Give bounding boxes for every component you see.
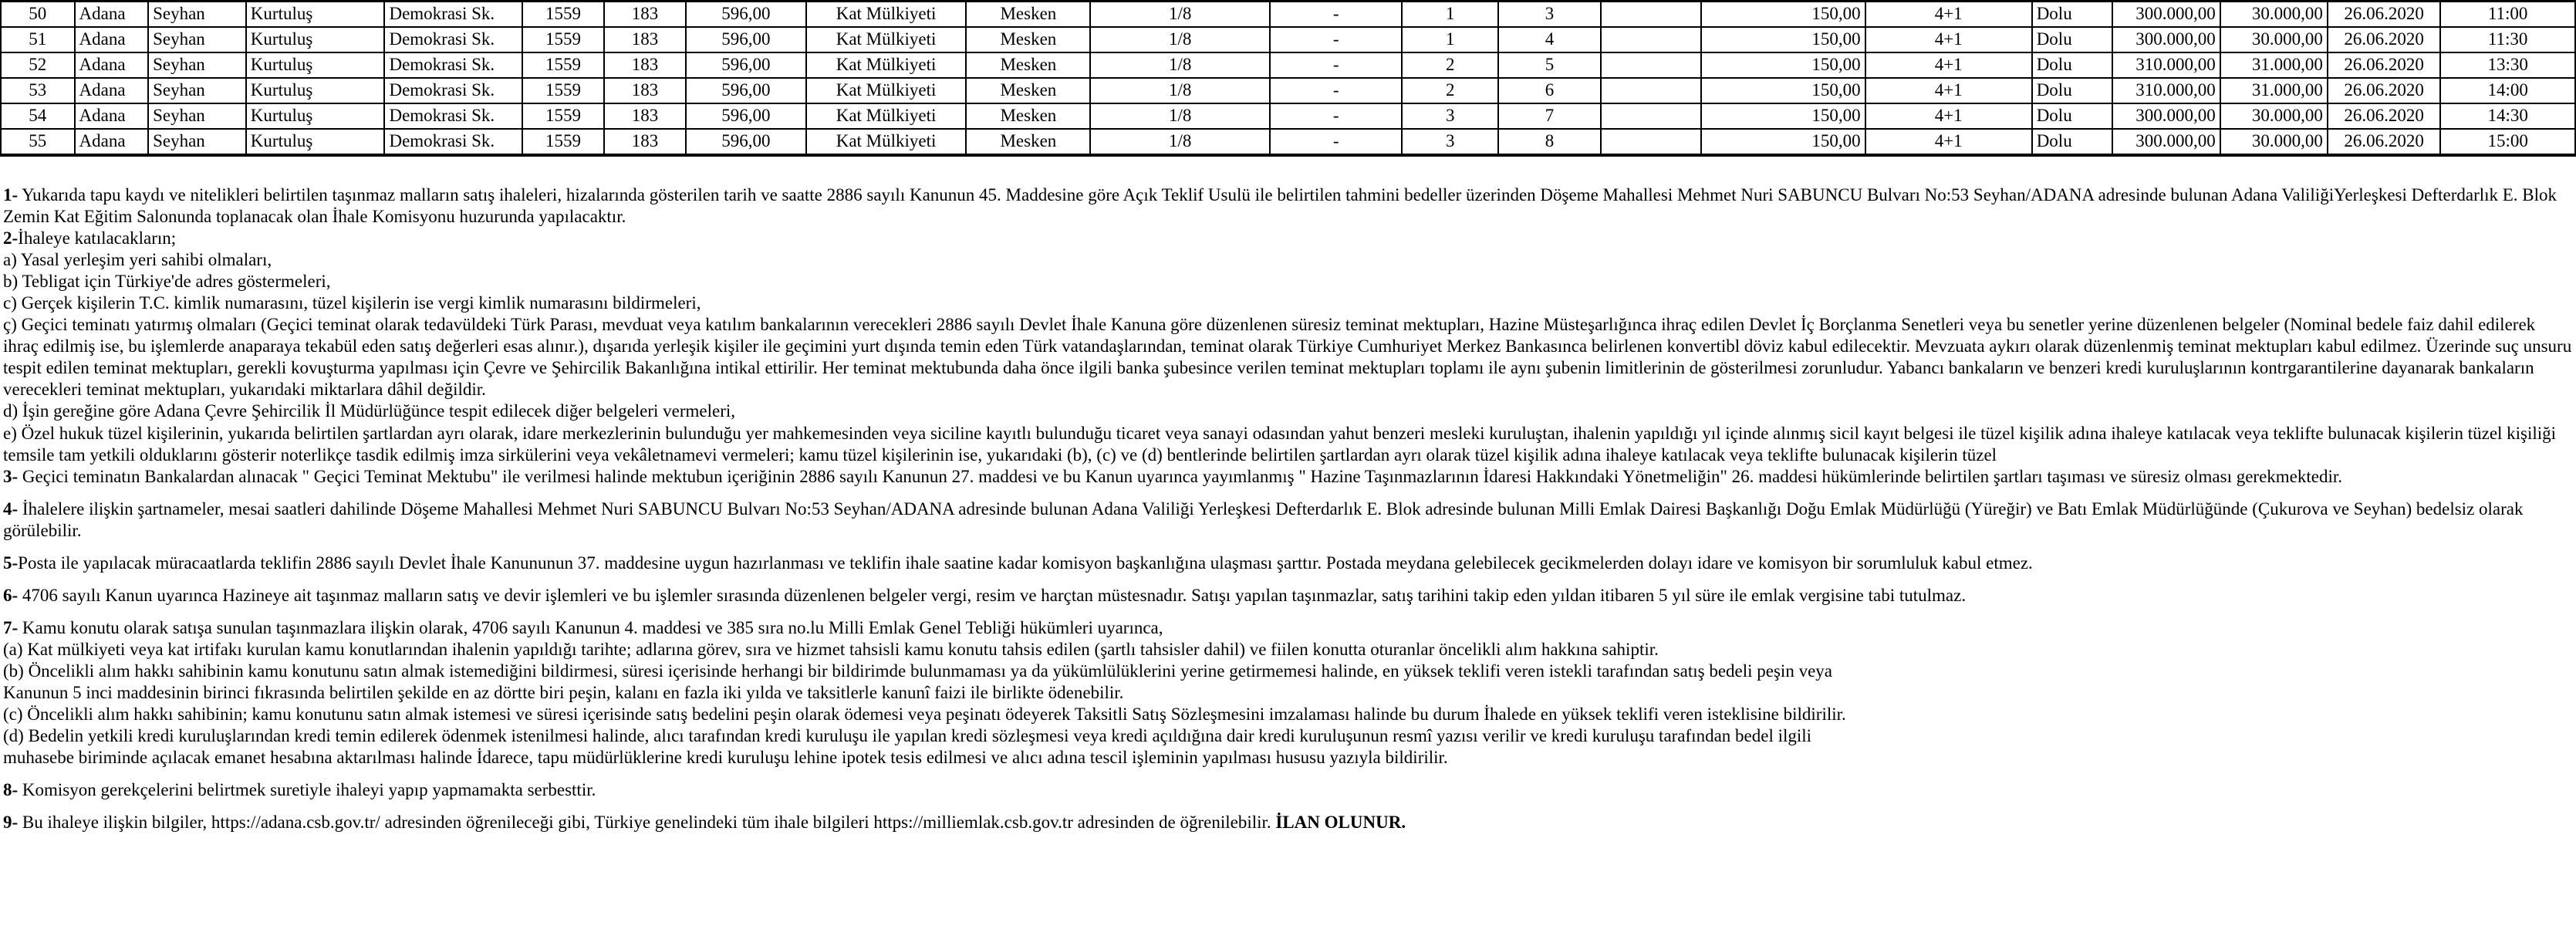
table-cell: 26.06.2020 [2328,52,2440,78]
table-cell: 26.06.2020 [2328,27,2440,52]
note-6: 6- 4706 sayılı Kanun uyarınca Hazineye ait taşınmaz malların satış ve devir işlemleri ve bu işlemler sırasında düzenlenen belgeler vergi, resim ve harçtan müstesnadır. Satışı yapılan taşınmazlar, satış tarihini takip eden yıldan itibaren 5 yıl süre ile emlak vergisine tabi tutulmaz. [3,585,1967,605]
table-cell: 596,00 [686,103,806,129]
table-cell: - [1270,129,1402,155]
note-7-b-2: Kanunun 5 inci maddesinin birinci fıkrasında belirtilen şekilde en az dörtte biri peşin, kalanı en fazla iki yılda ve taksitlerle kanunî faizi ile birlikte ödenebilir. [3,682,1124,702]
table-cell: 30.000,00 [2220,103,2328,129]
table-cell: 150,00 [1701,129,1865,155]
table-cell: Kat Mülkiyeti [806,103,967,129]
table-cell: 1/8 [1090,2,1270,28]
table-cell: 1/8 [1090,52,1270,78]
table-cell: 31.000,00 [2220,52,2328,78]
table-cell: 1559 [522,52,604,78]
table-cell: 4+1 [1865,78,2032,103]
table-cell: 14:30 [2440,103,2575,129]
table-cell: Dolu [2032,129,2112,155]
table-cell: 1 [1402,2,1498,28]
table-cell: 26.06.2020 [2328,78,2440,103]
table-cell: 183 [604,52,686,78]
table-cell: Kat Mülkiyeti [806,129,967,155]
table-cell: Demokrasi Sk. [384,78,522,103]
table-cell: 596,00 [686,2,806,28]
table-cell: 50 [1,2,75,28]
table-body [1,2,2575,156]
table-cell: 1559 [522,129,604,155]
table-cell: 2 [1402,78,1498,103]
table-cell [1601,2,1701,28]
note-4: 4- İhalelere ilişkin şartnameler, mesai saatleri dahilinde Döşeme Mahallesi Mehmet Nuri SABUNCU Bulvarı No:53 Seyhan/ADANA adresinde bulunan Adana Valiliği Yerleşkesi Defterdarlık E. Blok adresinde bulunan Milli Emlak Dairesi Başkanlığı Doğu Emlak Müdürlüğü (Yüreğir) ve Batı Emlak Müdürlüğünde (Çukurova ve Seyhan) bedelsiz olarak görülebilir. [3,498,2524,540]
table-cell: 596,00 [686,52,806,78]
table-cell: 596,00 [686,129,806,155]
note-7-a: (a) Kat mülkiyeti veya kat irtifakı kurulan kamu konutlarından ihalenin yapıldığı tarihte; adlarına görev, sıra ve hizmet tahsisli kamu konutu tahsis edilen (şartlı tahsisler dahil) ve fiilen konutta oturanlar öncelikli alım hakkına sahiptir. [3,639,1659,659]
table-cell: Kat Mülkiyeti [806,2,967,28]
table-cell: - [1270,103,1402,129]
table-cell: - [1270,78,1402,103]
table-cell: Mesken [966,103,1090,129]
note-7: 7- Kamu konutu olarak satışa sunulan taşınmazlara ilişkin olarak, 4706 sayılı Kanunun 4. maddesi ve 385 sıra no.lu Milli Emlak Genel Tebliği hükümleri uyarınca, [3,617,1163,637]
table-cell: Seyhan [148,103,246,129]
table-cell: Mesken [966,27,1090,52]
table-cell: 11:00 [2440,2,2575,28]
table-cell: Adana [75,27,149,52]
table-cell: Adana [75,129,149,155]
table-cell: 150,00 [1701,52,1865,78]
table-cell: Dolu [2032,78,2112,103]
note-2-b: b) Tebligat için Türkiye'de adres göstermeleri, [3,272,331,292]
table-cell: Adana [75,2,149,28]
table-cell: 1 [1402,27,1498,52]
table-cell [1601,129,1701,155]
table-cell: Kurtuluş [246,2,385,28]
table-cell: 15:00 [2440,129,2575,155]
table-cell: 31.000,00 [2220,78,2328,103]
table-cell: 26.06.2020 [2328,129,2440,155]
table-cell: 7 [1498,103,1601,129]
table-cell: Kurtuluş [246,129,385,155]
table-cell: 183 [604,129,686,155]
table-cell: 1/8 [1090,78,1270,103]
table-cell [1601,103,1701,129]
table-cell: 13:30 [2440,52,2575,78]
table-cell: Kurtuluş [246,27,385,52]
note-2: 2-İhaleye katılacakların; [3,228,177,248]
table-cell: 3 [1498,2,1601,28]
table-cell: 1559 [522,2,604,28]
table-cell: Dolu [2032,103,2112,129]
table-cell: Seyhan [148,129,246,155]
table-cell: 596,00 [686,78,806,103]
table-cell: Seyhan [148,2,246,28]
note-2-a: a) Yasal yerleşim yeri sahibi olmaları, [3,250,272,270]
table-row [1,2,2575,28]
table-row [1,103,2575,129]
table-cell: Seyhan [148,78,246,103]
table-cell: Adana [75,78,149,103]
table-cell: Kurtuluş [246,78,385,103]
table-cell: 30.000,00 [2220,129,2328,155]
table-cell: Adana [75,52,149,78]
table-cell: Kurtuluş [246,52,385,78]
table-cell: Dolu [2032,27,2112,52]
table-cell: 52 [1,52,75,78]
table-cell: 150,00 [1701,78,1865,103]
table-cell: 183 [604,103,686,129]
table-cell [1601,27,1701,52]
table-cell: 596,00 [686,27,806,52]
table-cell: 150,00 [1701,2,1865,28]
note-7-b-1: (b) Öncelikli alım hakkı sahibinin kamu konutunu satın almak istemediğini bildirmesi, süresi içerisinde herhangi bir bildirimde bulunmaması ya da yükümlülüklerini yerine getirmemesi halinde, en yüksek teklifi veren istekli tarafından satış bedeli peşin veya [3,661,1832,681]
table-cell: - [1270,2,1402,28]
table-cell: 310.000,00 [2112,52,2220,78]
table-cell: Mesken [966,2,1090,28]
table-cell: 4+1 [1865,2,2032,28]
table-cell: Mesken [966,52,1090,78]
note-2-d: d) İşin gereğine göre Adana Çevre Şehircilik İl Müdürlüğünce tespit edilecek diğer belgeleri vermeleri, [3,401,736,421]
note-5: 5-Posta ile yapılacak müracaatlarda teklifin 2886 sayılı Devlet İhale Kanununun 37. maddesine uygun hazırlanması ve teklifin ihale saatine kadar komisyon başkanlığına ulaşması şarttır. Postada meydana gelebilecek gecikmelerden dolayı idare ve komisyon bir sorumluluk kabul etmez. [3,552,2033,573]
table-cell: Kat Mülkiyeti [806,78,967,103]
table-cell: 55 [1,129,75,155]
property-table [0,0,2576,157]
table-cell: 26.06.2020 [2328,103,2440,129]
table-cell: - [1270,52,1402,78]
table-cell [1601,52,1701,78]
table-cell: - [1270,27,1402,52]
table-cell: 3 [1402,129,1498,155]
table-cell: 8 [1498,129,1601,155]
table-cell: Demokrasi Sk. [384,103,522,129]
table-cell: 51 [1,27,75,52]
table-cell: 14:00 [2440,78,2575,103]
table-cell: 300.000,00 [2112,27,2220,52]
table-row [1,78,2575,103]
table-cell: 1/8 [1090,103,1270,129]
table-cell: 4 [1498,27,1601,52]
table-cell: Dolu [2032,52,2112,78]
table-cell: 4+1 [1865,129,2032,155]
table-cell [1601,78,1701,103]
table-cell: 300.000,00 [2112,103,2220,129]
table-cell: 1559 [522,103,604,129]
table-cell: Mesken [966,129,1090,155]
note-8: 8- Komisyon gerekçelerini belirtmek suretiyle ihaleyi yapıp yapmamakta serbesttir. [3,780,596,800]
table-cell: Seyhan [148,52,246,78]
table-row [1,27,2575,52]
table-cell: Demokrasi Sk. [384,52,522,78]
table-cell: 6 [1498,78,1601,103]
table-cell: 150,00 [1701,27,1865,52]
table-cell: 53 [1,78,75,103]
table-cell: 11:30 [2440,27,2575,52]
note-2-e: e) Özel hukuk tüzel kişilerinin, yukarıda belirtilen şartlardan ayrı olarak, idare merkezlerinin bulunduğu yer mahkemesinden veya siciline kayıtlı bulunduğu ticaret veya sanayi odasından yahut benzeri mesleki kuruluştan, ihalenin yapıldığı yıl içinde alınmış sicil kayıt belgesi ile tüzel kişilik adına ihaleye katılacak veya teklifte bulunacak kişilerin tüzel kişiliği temsile tam yetkili olduklarını gösterir noterlikçe tasdik edilmiş imza sirkülerini veya vekâletnamevi vermeleri; kamu tüzel kişilerinin ise, yukarıdaki (b), (c) ve (d) bentlerinde belirtilen şartlardan ayrı olarak tüzel kişilik adına ihaleye katılacak veya teklifte bulunacak kişilerin tüzel [3,423,2557,465]
note-3: 3- Geçici teminatın Bankalardan alınacak " Geçici Teminat Mektubu" ile verilmesi halinde mektubun içeriğinin 2886 sayılı Kanunun 27. maddesi ve bu Kanun uyarınca yayımlanmış " Hazine Taşınmazlarının İdaresi Hakkındaki Yönetmeliğin" 26. maddesi hükümlerinde belirtilen şartları taşıması ve süresiz olması gerekmektedir. [3,466,2343,486]
table-cell: 2 [1402,52,1498,78]
table-cell: 300.000,00 [2112,2,2220,28]
note-7-c: (c) Öncelikli alım hakkı sahibinin; kamu konutunu satın almak istemesi ve süresi içerisinde satış bedelini peşin olarak ödemesi veya peşinatı ödeyerek Taksitli Satış Sözleşmesini imzalaması halinde bu durum İhalede en yüksek teklifi veren isteklisine bildirilir. [3,705,1846,725]
table-cell: 300.000,00 [2112,129,2220,155]
table-cell: 183 [604,27,686,52]
table-cell: Mesken [966,78,1090,103]
notes-section [3,184,2572,833]
table-cell: 183 [604,2,686,28]
table-cell: 1559 [522,27,604,52]
note-9: 9- Bu ihaleye ilişkin bilgiler, https://adana.csb.gov.tr/ adresinden öğrenileceği gibi, Türkiye genelindeki tüm ihale bilgileri https://milliemlak.csb.gov.tr adresinden de öğrenilebilir. İLAN OLUNUR. [3,813,1406,833]
note-1: 1- Yukarıda tapu kaydı ve nitelikleri belirtilen taşınmaz malların satış ihaleleri, hizalarında gösterilen tarih ve saatte 2886 sayılı Kanunun 45. Maddesine göre Açık Teklif Usulü ile belirtilen tahmini bedeller üzerinden Döşeme Mahallesi Mehmet Nuri SABUNCU Bulvarı No:53 Seyhan/ADANA adresinde bulunan Adana ValiliğiYerleşkesi Defterdarlık E. Blok Zemin Kat Eğitim Salonunda toplanacak olan İhale Komisyonu huzurunda yapılacaktır. [3,185,2557,227]
note-2-cc: ç) Geçici teminatı yatırmış olmaları (Geçici teminat olarak tedavüldeki Türk Parası, mevduat veya katılım bankalarının verecekleri 2886 sayılı Devlet İhale Kanuna göre düzenlenen süresiz teminat mektupları, Hazine Müsteşarlığınca ihraç edilen Devlet İç Borçlanma Senetleri veya bu senetler yerine düzenlenen belgeler (Nominal bedele faiz dahil edilerek ihraç edilmiş ise, bu işlemlerde anaparaya tekabül eden satış değerleri esas alınır.), dışarıda yerleşik kişiler ile geçimini yurt dışında temin eden Türk vatandaşlarından, teminat olarak Türkiye Cumhuriyet Merkez Bankasınca belirlenen konvertibl döviz kabul edilecektir. Mevzuata aykırı olarak düzenlenmiş teminat mektupları kabul edilmez. Üzerinde suç unsuru tespit edilen teminat mektupları, gerekli kovuşturma yapılması için Çevre ve Şehircilik Bakanlığına intikal ettirilir. Her teminat mektubunda daha önce ilgili banka şubesince verilen teminat mektupları toplamı ile aynı şubenin limitlerinin de gösterilmesi zorunludur. Yabancı bankaların ve benzeri kredi kuruluşlarının kontrgarantilerine dayanarak bankaların verecekleri teminat mektupları, yukarıdaki miktarlara dâhil değildir. [3,315,2572,400]
table-cell: 4+1 [1865,27,2032,52]
table-cell: Dolu [2032,2,2112,28]
table-cell: 150,00 [1701,103,1865,129]
table-cell: Kat Mülkiyeti [806,27,967,52]
table-cell: 54 [1,103,75,129]
table-cell: 1559 [522,78,604,103]
note-2-c: c) Gerçek kişilerin T.C. kimlik numarasını, tüzel kişilerin ise vergi kimlik numarasını bildirmeleri, [3,293,701,313]
table-cell: 3 [1402,103,1498,129]
table-cell: 30.000,00 [2220,2,2328,28]
table-cell: 1/8 [1090,129,1270,155]
table-cell: Kat Mülkiyeti [806,52,967,78]
table-cell: 4+1 [1865,103,2032,129]
note-7-d-1: (d) Bedelin yetkili kredi kuruluşlarından kredi temin edilerek ödenmek istenilmesi halinde, alıcı tarafından kredi kuruluşu ile yapılan kredi sözleşmesi veya kredi açıldığına dair kredi kuruluşunun resmî yazısı verilir ve kredi kuruluşu tarafından bedel ilgili [3,726,1812,746]
table-cell: 310.000,00 [2112,78,2220,103]
table-row [1,52,2575,78]
table-cell: Demokrasi Sk. [384,2,522,28]
table-row [1,129,2575,155]
table-cell: 5 [1498,52,1601,78]
table-cell: 4+1 [1865,52,2032,78]
table-cell: Kurtuluş [246,103,385,129]
table-cell: Demokrasi Sk. [384,129,522,155]
note-7-d-2: muhasebe biriminde açılacak emanet hesabına aktarılması halinde İdarece, tapu müdürlüklerine kredi kuruluşu lehine ipotek tesis edilmesi ve alıcı adına tescil işleminin yapılması hususu yazıyla bildirilir. [3,748,1448,768]
table-cell: Demokrasi Sk. [384,27,522,52]
table-cell: 26.06.2020 [2328,2,2440,28]
table-cell: 183 [604,78,686,103]
table-cell: Seyhan [148,27,246,52]
table-cell: 1/8 [1090,27,1270,52]
table-cell: 30.000,00 [2220,27,2328,52]
table-cell: Adana [75,103,149,129]
